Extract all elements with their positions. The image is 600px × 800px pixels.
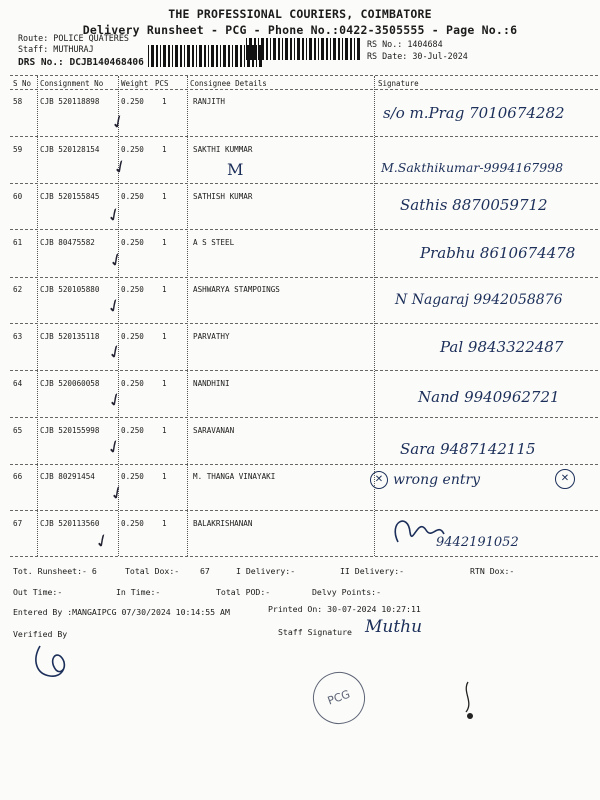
row-pcs: 1 <box>162 285 167 294</box>
row-divider <box>10 556 598 557</box>
verified-by: Verified By <box>13 629 68 639</box>
row-pcs: 1 <box>162 472 167 481</box>
row-divider <box>10 323 598 324</box>
row-divider <box>10 464 598 465</box>
row-consignee: SATHISH KUMAR <box>193 192 253 201</box>
col-header-consignee: Consignee Details <box>190 79 267 88</box>
row-weight: 0.250 <box>121 332 144 341</box>
verifier-signature-scribble <box>28 640 78 680</box>
row-consignment: CJB 520060058 <box>40 379 100 388</box>
row-weight: 0.250 <box>121 285 144 294</box>
row-weight: 0.250 <box>121 238 144 247</box>
circled-x-icon: ✕ <box>555 469 575 489</box>
row-weight: 0.250 <box>121 426 144 435</box>
row-divider <box>10 229 598 230</box>
row-pcs: 1 <box>162 97 167 106</box>
row-consignee: PARVATHY <box>193 332 230 341</box>
entered-by: Entered By :MANGAIPCG 07/30/2024 10:14:55 AM <box>13 607 230 617</box>
tick-mark: ✓ <box>104 339 127 366</box>
drs-number <box>18 57 144 68</box>
i-delivery: I Delivery:- <box>236 566 296 576</box>
row-pcs: 1 <box>162 426 167 435</box>
row-consignee: M. THANGA VINAYAKI <box>193 472 276 481</box>
col-header-pcs: PCS <box>155 79 169 88</box>
col-divider-1 <box>37 76 38 556</box>
row-signature: N Nagaraj 9942058876 <box>395 292 563 308</box>
row-consignment: CJB 520118898 <box>40 97 100 106</box>
tick-mark: ✓ <box>106 480 129 507</box>
total-pod: Total POD:- <box>216 587 271 597</box>
row-weight: 0.250 <box>121 379 144 388</box>
col-header-weight: Weight <box>121 79 149 88</box>
row-sno: 61 <box>13 238 23 247</box>
row-signature: 9442191052 <box>436 535 519 550</box>
tick-mark: ✓ <box>91 528 114 555</box>
runsheet-heading: Delivery Runsheet - PCG - Phone No.:0422-3505555 - Page No.:6 <box>82 23 518 37</box>
out-time: Out Time:- <box>13 587 63 597</box>
row-signature: Sathis 8870059712 <box>400 196 548 214</box>
row-sno: 66 <box>13 472 23 481</box>
ii-delivery: II Delivery:- <box>340 566 405 576</box>
row-sno: 65 <box>13 426 23 435</box>
row-consignment: CJB 520155998 <box>40 426 100 435</box>
row-pcs: 1 <box>162 519 167 528</box>
drs-value: DCJB140468406 <box>69 57 144 68</box>
rtn-dox: RTN Dox:- <box>470 566 515 576</box>
row-consignment: CJB 520113560 <box>40 519 100 528</box>
row-consignee: SARAVANAN <box>193 426 235 435</box>
row-consignment: CJB 520128154 <box>40 145 100 154</box>
row-divider <box>10 417 598 418</box>
row-divider <box>10 277 598 278</box>
row-sno: 64 <box>13 379 23 388</box>
row-pcs: 1 <box>162 379 167 388</box>
row-consignment: CJB 80291454 <box>40 472 95 481</box>
row-weight: 0.250 <box>121 519 144 528</box>
staff-signature-label: Staff Signature <box>278 627 352 637</box>
row-consignee: BALAKRISHANAN <box>193 519 253 528</box>
row-consignment: CJB 520135118 <box>40 332 100 341</box>
row-signature: M.Sakthikumar-9994167998 <box>381 160 564 175</box>
row-sno: 62 <box>13 285 23 294</box>
table-header-rule <box>10 89 598 90</box>
row-consignee: NANDHINI <box>193 379 230 388</box>
delvy-points: Delvy Points:- <box>312 587 382 597</box>
staff-label: Staff: MUTHURAJ <box>18 44 94 54</box>
row-weight: 0.250 <box>121 192 144 201</box>
row-divider <box>10 183 598 184</box>
row-sno: 59 <box>13 145 23 154</box>
col-header-sno: S No <box>13 79 32 88</box>
tick-mark: ✓ <box>109 154 132 181</box>
row-pcs: 1 <box>162 192 167 201</box>
route-label: Route: POLICE QUATERES <box>18 33 129 43</box>
staff-signature: Muthu <box>365 617 423 637</box>
total-dox-value: 67 <box>200 566 210 576</box>
tick-mark: ✓ <box>103 434 126 461</box>
row-sno: 67 <box>13 519 23 528</box>
circled-x-icon: ✕ <box>370 471 388 489</box>
ink-mark <box>456 678 486 728</box>
rs-number: RS No.: 1404684 <box>367 39 443 49</box>
row-consignee: SAKTHI KUMMAR <box>193 145 253 154</box>
row-consignee: ASHWARYA STAMPOINGS <box>193 285 280 294</box>
tot-runsheet: Tot. Runsheet:- 6 <box>13 566 97 576</box>
row-divider <box>10 510 598 511</box>
row-divider <box>10 136 598 137</box>
row-signature: Sara 9487142115 <box>400 440 536 458</box>
company-title: THE PROFESSIONAL COURIERS, COIMBATORE <box>168 7 432 21</box>
row-consignment: CJB 520155845 <box>40 192 100 201</box>
table-top-rule <box>10 75 598 76</box>
pcg-stamp: PCG <box>306 665 373 732</box>
row-signature: Prabhu 8610674478 <box>420 244 576 262</box>
row-handwritten-note: M <box>227 160 244 179</box>
col-header-signature: Signature <box>378 79 419 88</box>
in-time: In Time:- <box>116 587 161 597</box>
row-divider <box>10 370 598 371</box>
tick-mark: ✓ <box>105 247 128 274</box>
row-consignee: A S STEEL <box>193 238 235 247</box>
row-weight: 0.250 <box>121 472 144 481</box>
drs-label: DRS No.: <box>18 57 64 68</box>
row-weight: 0.250 <box>121 145 144 154</box>
row-consignment: CJB 520105880 <box>40 285 100 294</box>
total-dox-label: Total Dox:- <box>125 566 180 576</box>
rs-date: RS Date: 30-Jul-2024 <box>367 51 468 61</box>
row-signature: Nand 9940962721 <box>418 388 560 406</box>
row-consignment: CJB 80475582 <box>40 238 95 247</box>
barcode-right <box>246 38 364 60</box>
col-header-consignment: Consignment No <box>40 79 104 88</box>
row-sno: 63 <box>13 332 23 341</box>
tick-mark: ✓ <box>107 109 130 136</box>
tick-mark: ✓ <box>103 293 126 320</box>
tick-mark: ✓ <box>104 387 127 414</box>
tick-mark: ✓ <box>103 202 126 229</box>
row-sno: 60 <box>13 192 23 201</box>
row-signature: wrong entry <box>393 472 481 488</box>
row-signature: Pal 9843322487 <box>440 338 564 356</box>
printed-on: Printed On: 30-07-2024 10:27:11 <box>268 604 421 614</box>
row-consignee: RANJITH <box>193 97 226 106</box>
row-signature: s/o m.Prag 7010674282 <box>383 104 565 122</box>
row-pcs: 1 <box>162 238 167 247</box>
row-sno: 58 <box>13 97 23 106</box>
row-weight: 0.250 <box>121 97 144 106</box>
row-pcs: 1 <box>162 332 167 341</box>
row-pcs: 1 <box>162 145 167 154</box>
col-divider-3 <box>187 76 188 556</box>
